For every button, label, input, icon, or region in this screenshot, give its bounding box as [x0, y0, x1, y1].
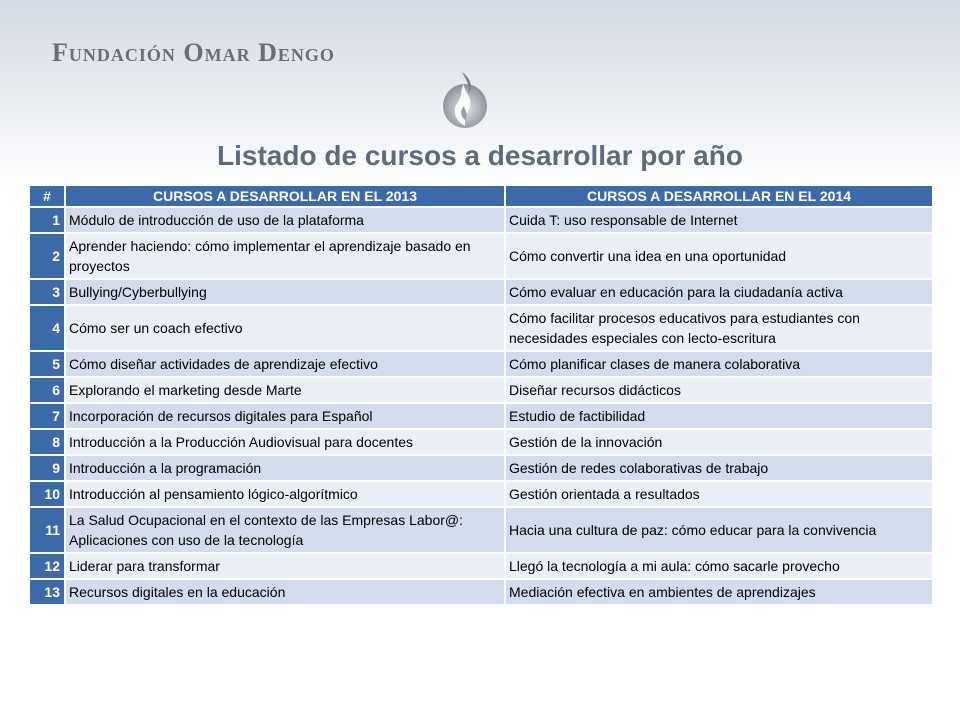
table-row [29, 507, 933, 553]
course-2014: Hacia una cultura de paz: cómo educar para la convivencia [505, 507, 933, 553]
course-2014: Cuida T: uso responsable de Internet [505, 207, 933, 233]
organization-name: Fundación Omar Dengo [52, 38, 335, 67]
table-row [29, 279, 933, 305]
course-2014: Cómo convertir una idea en una oportunidad [505, 233, 933, 279]
page-title: Listado de cursos a desarrollar por año [217, 140, 743, 171]
table-row [29, 207, 933, 233]
course-2014: Diseñar recursos didácticos [505, 377, 933, 403]
table-row [29, 377, 933, 403]
course-2014: Gestión orientada a resultados [505, 481, 933, 507]
table-row [29, 429, 933, 455]
course-2013: Liderar para transformar [65, 553, 505, 579]
course-2013: La Salud Ocupacional en el contexto de las Empresas Labor@: Aplicaciones con uso de la tecnología [65, 507, 505, 553]
course-2013: Introducción al pensamiento lógico-algorítmico [65, 481, 505, 507]
course-2014: Cómo planificar clases de manera colaborativa [505, 351, 933, 377]
row-number: 8 [29, 429, 65, 455]
course-2013: Cómo diseñar actividades de aprendizaje efectivo [65, 351, 505, 377]
table-row [29, 305, 933, 351]
course-2013: Bullying/Cyberbullying [65, 279, 505, 305]
course-2013: Explorando el marketing desde Marte [65, 377, 505, 403]
course-2013: Aprender haciendo: cómo implementar el aprendizaje basado en proyectos [65, 233, 505, 279]
table-row [29, 553, 933, 579]
row-number: 10 [29, 481, 65, 507]
course-2013: Introducción a la Producción Audiovisual para docentes [65, 429, 505, 455]
course-2013: Incorporación de recursos digitales para Español [65, 403, 505, 429]
row-number: 2 [29, 233, 65, 279]
row-number: 5 [29, 351, 65, 377]
row-number: 3 [29, 279, 65, 305]
header-courses-2013: CURSOS A DESARROLLAR EN EL 2013 [65, 185, 505, 207]
row-number: 13 [29, 579, 65, 605]
table-row [29, 403, 933, 429]
row-number: 1 [29, 207, 65, 233]
course-2013: Módulo de introducción de uso de la plataforma [65, 207, 505, 233]
table-row [29, 233, 933, 279]
course-2014: Estudio de factibilidad [505, 403, 933, 429]
course-2013: Recursos digitales en la educación [65, 579, 505, 605]
courses-table [28, 184, 934, 606]
table-header-row [29, 185, 933, 207]
course-2013: Cómo ser un coach efectivo [65, 305, 505, 351]
table-row [29, 579, 933, 605]
header-courses-2014: CURSOS A DESARROLLAR EN EL 2014 [505, 185, 933, 207]
course-2014: Cómo evaluar en educación para la ciudadanía activa [505, 279, 933, 305]
course-2014: Gestión de redes colaborativas de trabajo [505, 455, 933, 481]
flame-logo-icon [438, 66, 492, 130]
row-number: 9 [29, 455, 65, 481]
course-2014: Mediación efectiva en ambientes de aprendizajes [505, 579, 933, 605]
table-row [29, 481, 933, 507]
row-number: 6 [29, 377, 65, 403]
row-number: 11 [29, 507, 65, 553]
row-number: 7 [29, 403, 65, 429]
course-2014: Gestión de la innovación [505, 429, 933, 455]
course-2014: Llegó la tecnología a mi aula: cómo sacarle provecho [505, 553, 933, 579]
course-2013: Introducción a la programación [65, 455, 505, 481]
header-number: # [29, 185, 65, 207]
table-row [29, 455, 933, 481]
course-2014: Cómo facilitar procesos educativos para estudiantes con necesidades especiales con lecto-escritura [505, 305, 933, 351]
table-row [29, 351, 933, 377]
row-number: 4 [29, 305, 65, 351]
row-number: 12 [29, 553, 65, 579]
